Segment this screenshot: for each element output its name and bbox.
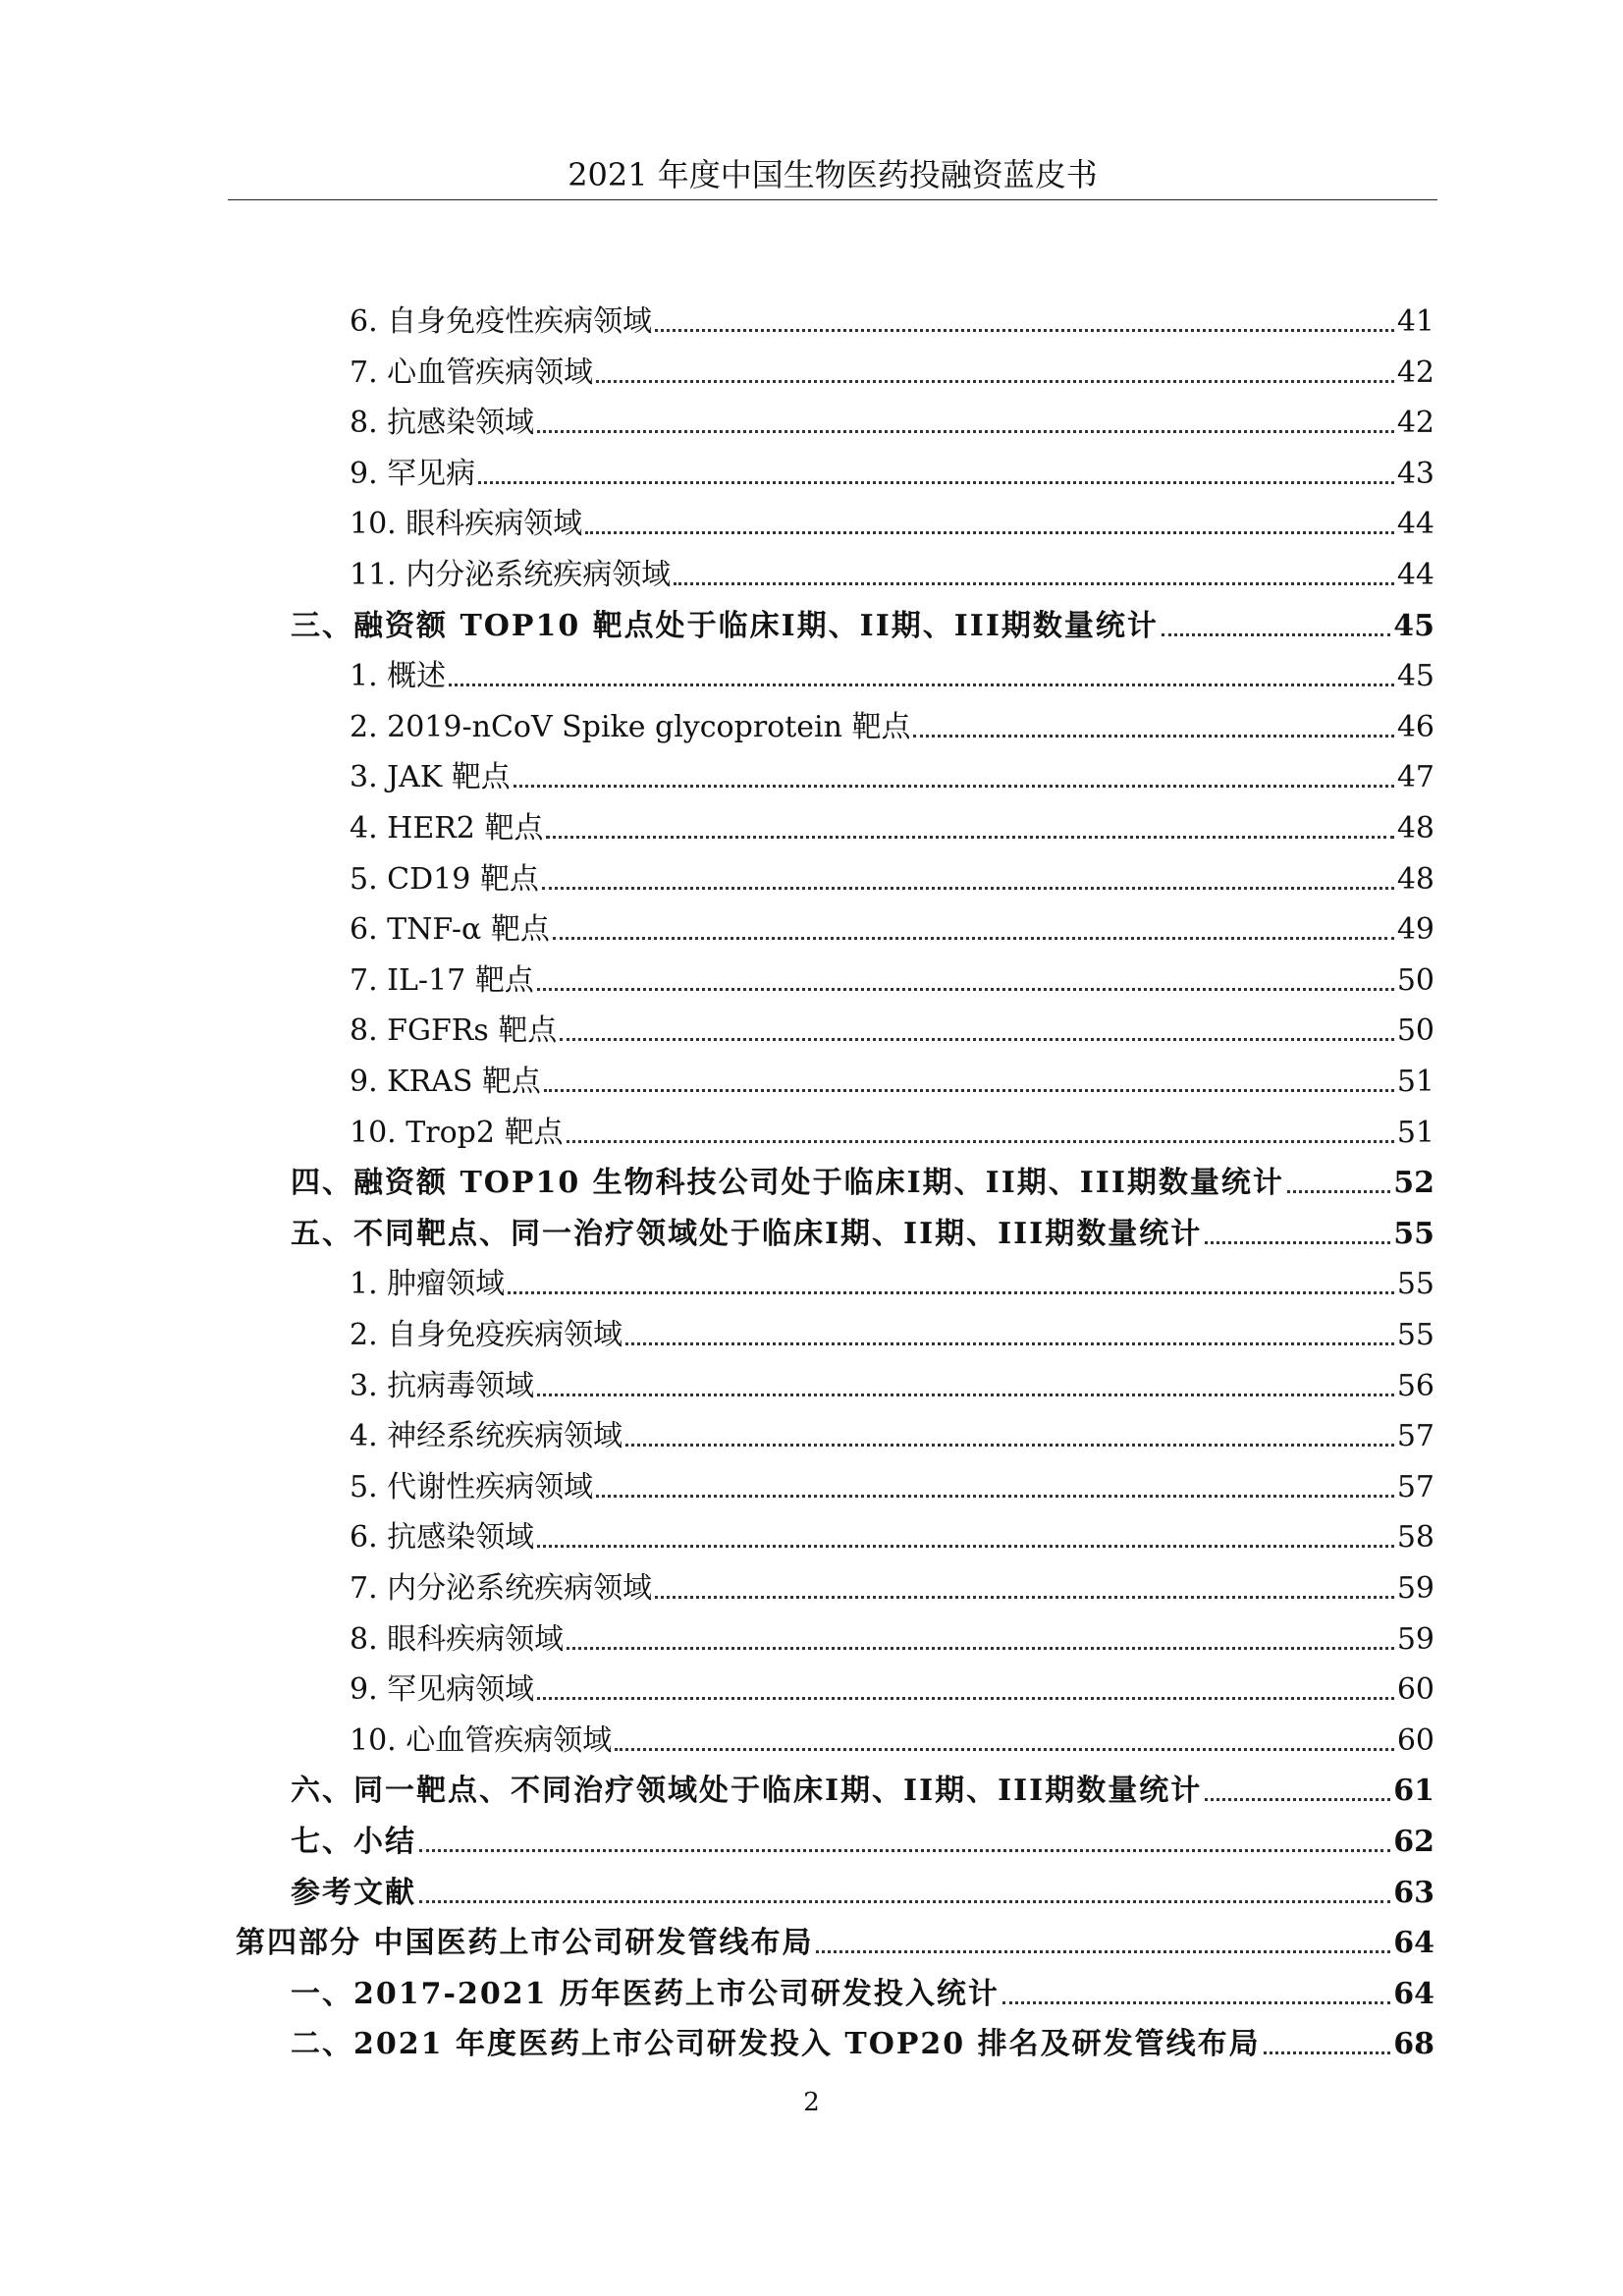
toc-entry-page: 55 xyxy=(1396,1318,1434,1352)
toc-entry[interactable] xyxy=(350,1000,1434,1051)
dot-leader xyxy=(537,430,1394,433)
toc-entry-page: 49 xyxy=(1396,912,1434,948)
dot-leader xyxy=(596,1495,1394,1498)
toc-entry-title: 5. 代谢性疾病领域 xyxy=(350,1469,594,1504)
toc-entry[interactable] xyxy=(350,1102,1434,1153)
dot-leader xyxy=(514,785,1394,788)
toc-entry[interactable] xyxy=(350,1558,1434,1609)
toc-entry[interactable] xyxy=(350,1659,1434,1710)
dot-leader xyxy=(1002,2001,1390,2004)
toc-entry-title: 6. TNF-α 靶点 xyxy=(350,912,550,948)
toc-entry[interactable] xyxy=(350,291,1434,342)
toc-entry-page: 59 xyxy=(1396,1571,1434,1606)
toc-entry-page: 42 xyxy=(1396,355,1434,390)
toc-entry-title: 2. 自身免疫疾病领域 xyxy=(350,1318,623,1352)
toc-entry[interactable] xyxy=(350,1506,1434,1558)
toc-entry-title: 11. 内分泌系统疾病领域 xyxy=(350,558,672,592)
toc-entry-page: 56 xyxy=(1396,1368,1434,1403)
toc-entry-title: 6. 自身免疫性疾病领域 xyxy=(350,304,653,339)
dot-leader xyxy=(615,1748,1394,1751)
header-rule xyxy=(228,199,1437,200)
toc-entry-page: 60 xyxy=(1396,1722,1434,1758)
toc-entry-page: 48 xyxy=(1396,811,1434,846)
dot-leader xyxy=(508,1291,1394,1294)
toc-entry-page: 45 xyxy=(1396,659,1434,694)
dot-leader xyxy=(560,1038,1394,1041)
toc-entry-title: 第四部分 中国医药上市公司研发管线布局 xyxy=(236,1926,814,1961)
dot-leader xyxy=(816,1950,1390,1953)
toc-entry-title: 5. CD19 靶点 xyxy=(350,861,539,897)
toc-entry-title: 8. 抗感染领域 xyxy=(350,406,535,441)
toc-entry-title: 3. JAK 靶点 xyxy=(350,760,511,795)
toc-entry-page: 55 xyxy=(1396,1267,1434,1302)
toc-entry-page: 68 xyxy=(1393,2027,1434,2062)
toc-entry-title: 参考文献 xyxy=(291,1875,416,1910)
dot-leader xyxy=(553,937,1394,940)
toc-entry[interactable] xyxy=(350,544,1434,595)
toc-entry-title: 2. 2019-nCoV Spike glycoprotein 靶点 xyxy=(350,709,911,744)
toc-entry-title: 五、不同靶点、同一治疗领域处于临床I期、II期、III期数量统计 xyxy=(291,1216,1203,1251)
toc-entry[interactable] xyxy=(350,1253,1434,1304)
toc-entry-title: 1. 概述 xyxy=(350,659,447,694)
dot-leader xyxy=(655,329,1394,332)
toc-entry-title: 二、2021 年度医药上市公司研发投入 TOP20 排名及研发管线布局 xyxy=(291,2027,1261,2062)
dot-leader xyxy=(537,1394,1394,1396)
dot-leader xyxy=(567,1647,1394,1650)
toc-entry[interactable] xyxy=(291,1811,1434,1862)
toc-entry[interactable] xyxy=(350,443,1434,494)
dot-leader xyxy=(449,683,1394,686)
toc-entry-title: 三、融资额 TOP10 靶点处于临床I期、II期、III期数量统计 xyxy=(291,608,1159,643)
toc-entry[interactable] xyxy=(350,1355,1434,1406)
toc-entry-title: 四、融资额 TOP10 生物科技公司处于临床I期、II期、III期数量统计 xyxy=(291,1166,1284,1201)
toc-entry[interactable] xyxy=(291,2013,1434,2064)
toc-entry-page: 50 xyxy=(1396,1013,1434,1049)
toc-entry-page: 43 xyxy=(1396,456,1434,491)
dot-leader xyxy=(544,1089,1394,1092)
toc-entry[interactable] xyxy=(350,797,1434,848)
toc-entry-title: 8. 眼科疾病领域 xyxy=(350,1621,565,1657)
dot-leader xyxy=(625,1342,1394,1345)
toc-entry-page: 52 xyxy=(1393,1166,1434,1201)
toc-entry-page: 62 xyxy=(1393,1825,1434,1859)
dot-leader xyxy=(1264,2051,1391,2054)
toc-entry[interactable] xyxy=(350,1609,1434,1660)
toc-entry[interactable] xyxy=(350,342,1434,393)
toc-entry-title: 4. HER2 靶点 xyxy=(350,811,544,846)
toc-entry-page: 63 xyxy=(1393,1875,1434,1910)
toc-entry[interactable] xyxy=(291,1862,1434,1913)
toc-entry-page: 46 xyxy=(1396,709,1434,744)
dot-leader xyxy=(585,531,1394,534)
toc-entry-title: 10. 心血管疾病领域 xyxy=(350,1722,613,1758)
toc-entry-title: 4. 神经系统疾病领域 xyxy=(350,1419,623,1454)
dot-leader xyxy=(419,1849,1390,1852)
toc-entry-title: 3. 抗病毒领域 xyxy=(350,1368,535,1403)
toc-entry-page: 44 xyxy=(1396,507,1434,542)
toc-entry[interactable] xyxy=(350,899,1434,950)
toc-entry[interactable] xyxy=(350,1710,1434,1761)
toc-entry-title: 7. 心血管疾病领域 xyxy=(350,355,594,390)
page-number: 2 xyxy=(803,2088,820,2117)
toc-entry-title: 1. 肿瘤领域 xyxy=(350,1267,506,1302)
toc-entry[interactable] xyxy=(350,392,1434,443)
toc-entry-page: 57 xyxy=(1396,1419,1434,1454)
toc-entry[interactable] xyxy=(291,1760,1434,1811)
dot-leader xyxy=(419,1900,1390,1903)
toc-entry-page: 51 xyxy=(1396,1115,1434,1150)
toc-entry-page: 57 xyxy=(1396,1469,1434,1504)
toc-entry-title: 8. FGFRs 靶点 xyxy=(350,1013,558,1049)
dot-leader xyxy=(478,481,1394,484)
toc-entry-page: 44 xyxy=(1396,558,1434,592)
dot-leader xyxy=(1205,1798,1390,1801)
dot-leader xyxy=(1287,1190,1390,1193)
dot-leader xyxy=(1162,633,1390,636)
dot-leader xyxy=(1205,1241,1390,1244)
toc-entry-title: 9. 罕见病领域 xyxy=(350,1672,535,1708)
dot-leader xyxy=(567,1140,1394,1143)
toc-entry-page: 47 xyxy=(1396,760,1434,795)
toc-entry[interactable] xyxy=(350,848,1434,900)
toc-entry-page: 41 xyxy=(1396,304,1434,339)
toc-entry-title: 6. 抗感染领域 xyxy=(350,1520,535,1556)
toc-entry-page: 58 xyxy=(1396,1520,1434,1556)
toc-entry-title: 10. 眼科疾病领域 xyxy=(350,507,583,542)
toc-entry-page: 55 xyxy=(1393,1216,1434,1251)
toc-entry-page: 48 xyxy=(1396,861,1434,897)
toc-entry[interactable] xyxy=(350,1456,1434,1507)
toc-entry-title: 六、同一靶点、不同治疗领域处于临床I期、II期、III期数量统计 xyxy=(291,1774,1203,1809)
toc-entry[interactable] xyxy=(350,1051,1434,1102)
dot-leader xyxy=(542,887,1394,890)
toc-entry[interactable] xyxy=(291,595,1434,646)
toc-entry-title: 七、小结 xyxy=(291,1825,416,1859)
toc-entry[interactable] xyxy=(350,493,1434,544)
toc-entry-title: 9. KRAS 靶点 xyxy=(350,1065,541,1099)
toc-entry-title: 10. Trop2 靶点 xyxy=(350,1115,564,1150)
toc-entry-page: 42 xyxy=(1396,406,1434,441)
dot-leader xyxy=(537,988,1394,991)
toc-entry-page: 64 xyxy=(1393,1976,1434,2011)
toc-entry[interactable] xyxy=(350,746,1434,797)
toc-entry[interactable] xyxy=(350,1405,1434,1456)
toc-entry[interactable] xyxy=(291,1152,1434,1203)
toc-entry-page: 64 xyxy=(1393,1926,1434,1961)
dot-leader xyxy=(537,1697,1394,1700)
dot-leader xyxy=(537,1545,1394,1548)
dot-leader xyxy=(674,582,1394,585)
toc-entry-title: 一、2017-2021 历年医药上市公司研发投入统计 xyxy=(291,1976,1000,2011)
dot-leader xyxy=(913,735,1393,738)
toc-entry-page: 51 xyxy=(1396,1065,1434,1099)
toc-entry[interactable] xyxy=(350,950,1434,1001)
toc-entry[interactable] xyxy=(291,1203,1434,1254)
toc-entry[interactable] xyxy=(236,1912,1434,1963)
dot-leader xyxy=(596,380,1394,383)
toc-entry[interactable] xyxy=(350,696,1434,747)
toc-entry-page: 59 xyxy=(1396,1621,1434,1657)
dot-leader xyxy=(625,1444,1394,1447)
toc-entry[interactable] xyxy=(350,1304,1434,1355)
toc-entry-title: 7. IL-17 靶点 xyxy=(350,962,534,998)
toc-entry-page: 50 xyxy=(1396,962,1434,998)
running-header: 2021 年度中国生物医药投融资蓝皮书 xyxy=(568,156,1098,193)
toc-entry-page: 60 xyxy=(1396,1672,1434,1708)
toc-entry-title: 7. 内分泌系统疾病领域 xyxy=(350,1571,653,1606)
dot-leader xyxy=(655,1596,1394,1599)
toc-entry-title: 9. 罕见病 xyxy=(350,456,476,491)
toc-entry[interactable] xyxy=(291,1963,1434,2014)
toc-entry-page: 45 xyxy=(1393,608,1434,643)
dot-leader xyxy=(546,836,1393,839)
toc-entry[interactable] xyxy=(350,645,1434,696)
toc-entry-page: 61 xyxy=(1393,1774,1434,1809)
